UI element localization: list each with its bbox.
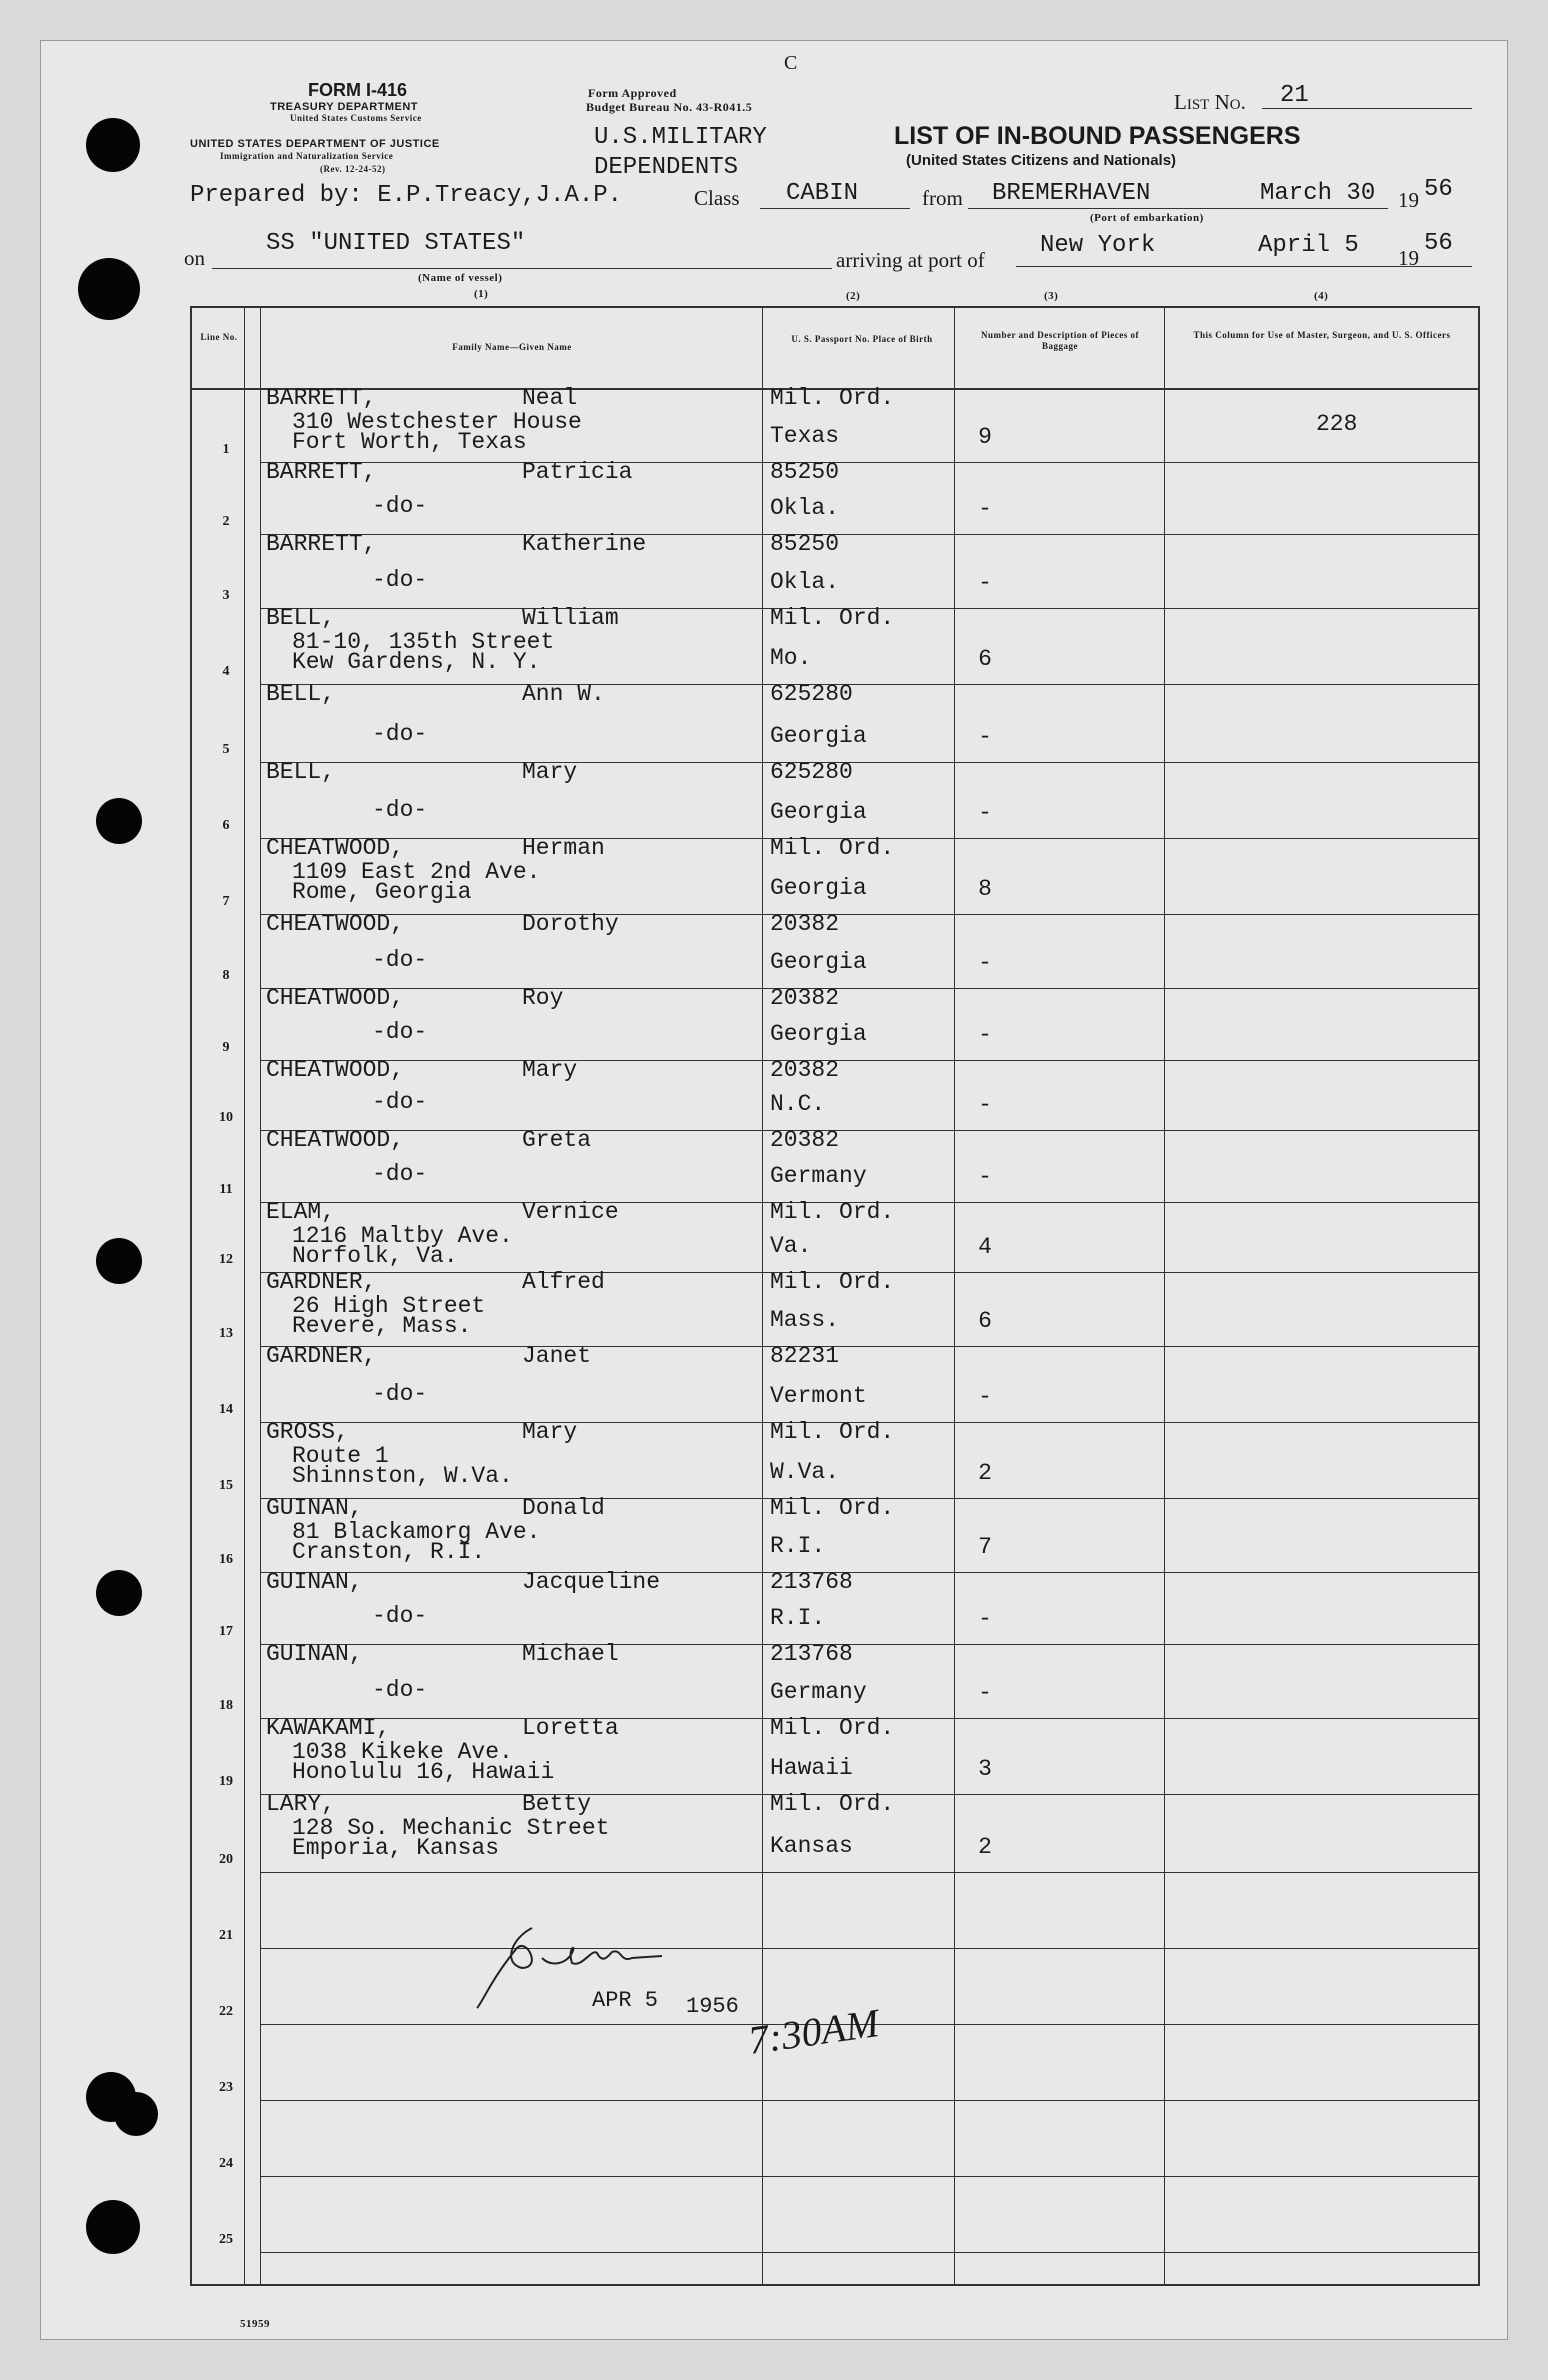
arrival-year: 56 bbox=[1424, 230, 1453, 257]
address-line1: 128 So. Mechanic Street bbox=[292, 1815, 610, 1841]
place-of-birth: Va. bbox=[770, 1233, 812, 1259]
given-name: Mary bbox=[522, 1057, 578, 1083]
class-value: CABIN bbox=[786, 180, 859, 207]
punch-hole bbox=[96, 798, 142, 844]
given-name: Mary bbox=[522, 759, 578, 785]
given-name: William bbox=[522, 605, 619, 631]
address-line1: 1038 Kikeke Ave. bbox=[292, 1739, 513, 1765]
family-name: GARDNER, bbox=[266, 1343, 377, 1369]
footer-code: 51959 bbox=[240, 2318, 270, 2330]
given-name: Janet bbox=[522, 1343, 592, 1369]
given-name: Dorothy bbox=[522, 911, 619, 937]
passport-number: Mil. Ord. bbox=[770, 1715, 895, 1741]
place-of-birth: Germany bbox=[770, 1163, 867, 1189]
passenger-table bbox=[190, 306, 1480, 2286]
line-number: 4 bbox=[222, 664, 230, 679]
arrival-port: New York bbox=[1040, 232, 1156, 259]
address-line2: Shinnston, W.Va. bbox=[292, 1463, 513, 1489]
document-title: LIST OF IN-BOUND PASSENGERS bbox=[894, 122, 1301, 150]
place-of-birth: Georgia bbox=[770, 723, 867, 749]
family-name: CHEATWOOD, bbox=[266, 1057, 405, 1083]
baggage-count: - bbox=[978, 950, 992, 976]
form-revision: (Rev. 12-24-52) bbox=[320, 164, 386, 174]
punch-hole bbox=[114, 2092, 158, 2136]
passport-number: 82231 bbox=[770, 1343, 840, 1369]
table-row bbox=[192, 1791, 1478, 1872]
baggage-count: 2 bbox=[978, 1834, 992, 1860]
place-of-birth: Mass. bbox=[770, 1307, 840, 1333]
table-row bbox=[192, 1269, 1478, 1346]
baggage-count: - bbox=[978, 800, 992, 826]
port-caption: (Port of embarkation) bbox=[1090, 212, 1204, 224]
place-of-birth: Mo. bbox=[770, 645, 812, 671]
given-name: Michael bbox=[522, 1641, 619, 1667]
line-number: 24 bbox=[219, 2156, 233, 2171]
baggage-count: - bbox=[978, 724, 992, 750]
place-of-birth: Georgia bbox=[770, 799, 867, 825]
address-line2: Rome, Georgia bbox=[292, 879, 472, 905]
punch-hole bbox=[86, 2200, 140, 2254]
table-row bbox=[192, 1343, 1478, 1422]
line-number: 18 bbox=[219, 1698, 233, 1713]
baggage-count: 6 bbox=[978, 1308, 992, 1334]
baggage-count: 7 bbox=[978, 1534, 992, 1560]
place-of-birth: Georgia bbox=[770, 875, 867, 901]
on-label: on bbox=[184, 246, 205, 270]
ditto-mark: -do- bbox=[372, 1089, 428, 1115]
given-name: Alfred bbox=[522, 1269, 605, 1295]
baggage-count: - bbox=[978, 1606, 992, 1632]
table-row bbox=[192, 1495, 1478, 1572]
baggage-count: - bbox=[978, 1092, 992, 1118]
header-name: Family Name—Given Name bbox=[452, 342, 572, 352]
from-label: from bbox=[922, 186, 963, 210]
family-name: BARRETT, bbox=[266, 531, 377, 557]
baggage-count: 9 bbox=[978, 424, 992, 450]
baggage-count: - bbox=[978, 570, 992, 596]
line-number: 6 bbox=[222, 818, 230, 833]
family-name: BELL, bbox=[266, 681, 336, 707]
family-name: LARY, bbox=[266, 1791, 336, 1817]
line-number: 3 bbox=[222, 588, 230, 603]
passport-number: 20382 bbox=[770, 985, 840, 1011]
passport-number: 85250 bbox=[770, 459, 840, 485]
family-name: GROSS, bbox=[266, 1419, 349, 1445]
ditto-mark: -do- bbox=[372, 1677, 428, 1703]
punch-hole bbox=[96, 1238, 142, 1284]
col-num-2: (2) bbox=[846, 290, 861, 302]
line-number: 1 bbox=[222, 442, 230, 457]
given-name: Patricia bbox=[522, 459, 633, 485]
family-name: CHEATWOOD, bbox=[266, 985, 405, 1011]
ditto-mark: -do- bbox=[372, 493, 428, 519]
given-name: Katherine bbox=[522, 531, 647, 557]
line-number: 10 bbox=[219, 1110, 233, 1125]
baggage-count: - bbox=[978, 1384, 992, 1410]
line-number: 19 bbox=[219, 1774, 233, 1789]
passport-number: Mil. Ord. bbox=[770, 835, 895, 861]
line-number: 13 bbox=[219, 1326, 233, 1341]
dept-justice: UNITED STATES DEPARTMENT OF JUSTICE bbox=[190, 138, 440, 150]
passport-number: Mil. Ord. bbox=[770, 1199, 895, 1225]
arriving-label: arriving at port of bbox=[836, 248, 985, 272]
embarkation-year: 56 bbox=[1424, 176, 1453, 203]
line-number: 2 bbox=[222, 514, 230, 529]
prepared-by: Prepared by: E.P.Treacy,J.A.P. bbox=[190, 182, 623, 209]
given-name: Greta bbox=[522, 1127, 592, 1153]
table-row bbox=[192, 1569, 1478, 1644]
baggage-count: - bbox=[978, 1680, 992, 1706]
given-name: Herman bbox=[522, 835, 605, 861]
official-use: 228 bbox=[1316, 411, 1358, 437]
punch-hole bbox=[78, 258, 140, 320]
line-number: 15 bbox=[219, 1478, 233, 1493]
baggage-count: 6 bbox=[978, 646, 992, 672]
family-name: GUINAN, bbox=[266, 1641, 363, 1667]
baggage-count: 2 bbox=[978, 1460, 992, 1486]
table-row bbox=[192, 605, 1478, 684]
family-name: BARRETT, bbox=[266, 459, 377, 485]
arrival-date: April 5 bbox=[1258, 232, 1359, 259]
col-num-3: (3) bbox=[1044, 290, 1059, 302]
list-number: 21 bbox=[1280, 82, 1309, 109]
header-official: This Column for Use of Master, Surgeon, and U. S. Officers bbox=[1193, 330, 1451, 340]
ditto-mark: -do- bbox=[372, 797, 428, 823]
given-name: Ann W. bbox=[522, 681, 605, 707]
place-of-birth: Texas bbox=[770, 423, 840, 449]
baggage-count: 8 bbox=[978, 876, 992, 902]
class-label: Class bbox=[694, 186, 740, 210]
line-number: 23 bbox=[219, 2080, 233, 2095]
line-number: 5 bbox=[222, 742, 230, 757]
form-approved: Form Approved bbox=[588, 86, 677, 100]
address-line2: Emporia, Kansas bbox=[292, 1835, 500, 1861]
address-line1: 1109 East 2nd Ave. bbox=[292, 859, 541, 885]
dept-ins: Immigration and Naturalization Service bbox=[220, 151, 394, 161]
table-row bbox=[192, 911, 1478, 988]
table-row bbox=[192, 385, 1478, 462]
list-label: List No. bbox=[1174, 90, 1246, 114]
dept-treasury: TREASURY DEPARTMENT bbox=[270, 101, 419, 113]
line-number: 16 bbox=[219, 1552, 233, 1567]
family-name: BELL, bbox=[266, 759, 336, 785]
family-name: CHEATWOOD, bbox=[266, 1127, 405, 1153]
place-of-birth: Okla. bbox=[770, 495, 840, 521]
passport-number: 20382 bbox=[770, 1127, 840, 1153]
given-name: Donald bbox=[522, 1495, 605, 1521]
baggage-count: - bbox=[978, 1164, 992, 1190]
address-line2: Honolulu 16, Hawaii bbox=[292, 1759, 555, 1785]
category-line2: DEPENDENTS bbox=[594, 154, 739, 181]
given-name: Jacqueline bbox=[522, 1569, 661, 1595]
ditto-mark: -do- bbox=[372, 1381, 428, 1407]
table-row bbox=[192, 1057, 1478, 1130]
place-of-birth: W.Va. bbox=[770, 1459, 840, 1485]
given-name: Roy bbox=[522, 985, 564, 1011]
embarkation-year-prefix: 19 bbox=[1398, 188, 1419, 212]
line-number: 8 bbox=[222, 968, 230, 983]
line-number: 17 bbox=[219, 1624, 233, 1639]
document-subtitle: (United States Citizens and Nationals) bbox=[906, 152, 1177, 169]
table-row bbox=[192, 531, 1478, 608]
passport-number: Mil. Ord. bbox=[770, 385, 895, 411]
vessel-name: SS "UNITED STATES" bbox=[266, 230, 526, 257]
address-line2: Revere, Mass. bbox=[292, 1313, 472, 1339]
line-number: 21 bbox=[219, 1928, 233, 1943]
passport-number: 20382 bbox=[770, 911, 840, 937]
passport-number: 625280 bbox=[770, 681, 853, 707]
table-row bbox=[192, 2100, 1478, 2176]
arrival-year-prefix: 19 bbox=[1398, 246, 1419, 270]
line-number: 11 bbox=[219, 1182, 233, 1197]
place-of-birth: Hawaii bbox=[770, 1755, 853, 1781]
header-passport: U. S. Passport No. Place of Birth bbox=[791, 334, 933, 344]
table-row bbox=[192, 1127, 1478, 1202]
embarkation-date: March 30 bbox=[1260, 180, 1376, 207]
passport-number: 625280 bbox=[770, 759, 853, 785]
line-number: 22 bbox=[219, 2004, 233, 2019]
baggage-count: - bbox=[978, 496, 992, 522]
table-row bbox=[192, 1641, 1478, 1718]
ditto-mark: -do- bbox=[372, 1161, 428, 1187]
family-name: CHEATWOOD, bbox=[266, 911, 405, 937]
passport-number: 213768 bbox=[770, 1569, 853, 1595]
table-row bbox=[192, 985, 1478, 1060]
embarkation-port: BREMERHAVEN bbox=[992, 180, 1151, 207]
address-line2: Norfolk, Va. bbox=[292, 1243, 458, 1269]
family-name: KAWAKAMI, bbox=[266, 1715, 391, 1741]
table-row bbox=[192, 1872, 1478, 1948]
baggage-count: 4 bbox=[978, 1234, 992, 1260]
address-line2: Kew Gardens, N. Y. bbox=[292, 649, 541, 675]
line-number: 25 bbox=[219, 2232, 233, 2247]
punch-hole bbox=[96, 1570, 142, 1616]
passport-number: Mil. Ord. bbox=[770, 1791, 895, 1817]
place-of-birth: Okla. bbox=[770, 569, 840, 595]
given-name: Neal bbox=[522, 385, 578, 411]
form-number: FORM I-416 bbox=[308, 80, 408, 100]
address-line2: Fort Worth, Texas bbox=[292, 429, 527, 455]
baggage-count: 3 bbox=[978, 1756, 992, 1782]
address-line2: Cranston, R.I. bbox=[292, 1539, 486, 1565]
stamp-date: APR 5 bbox=[592, 1988, 659, 2013]
address-line1: 1216 Maltby Ave. bbox=[292, 1223, 513, 1249]
punch-hole bbox=[86, 118, 140, 172]
address-line1: 26 High Street bbox=[292, 1293, 486, 1319]
family-name: BARRETT, bbox=[266, 385, 377, 411]
line-number: 7 bbox=[222, 894, 230, 909]
family-name: GARDNER, bbox=[266, 1269, 377, 1295]
passport-number: Mil. Ord. bbox=[770, 1419, 895, 1445]
stamp-time: 7:30AM bbox=[745, 2000, 882, 2063]
line-number: 9 bbox=[222, 1040, 230, 1055]
table-row bbox=[192, 2176, 1478, 2252]
header-baggage: Number and Description of Pieces of Baggage bbox=[980, 330, 1140, 351]
ditto-mark: -do- bbox=[372, 1019, 428, 1045]
passport-number: Mil. Ord. bbox=[770, 1269, 895, 1295]
place-of-birth: N.C. bbox=[770, 1091, 826, 1117]
vessel-caption: (Name of vessel) bbox=[418, 272, 503, 284]
address-line1: 81 Blackamorg Ave. bbox=[292, 1519, 541, 1545]
line-number: 12 bbox=[219, 1252, 233, 1267]
line-number: 14 bbox=[219, 1402, 233, 1417]
table-row bbox=[192, 459, 1478, 534]
ditto-mark: -do- bbox=[372, 567, 428, 593]
top-mark: C bbox=[784, 52, 798, 74]
family-name: CHEATWOOD, bbox=[266, 835, 405, 861]
given-name: Vernice bbox=[522, 1199, 619, 1225]
ditto-mark: -do- bbox=[372, 947, 428, 973]
line-number: 20 bbox=[219, 1852, 233, 1867]
given-name: Betty bbox=[522, 1791, 592, 1817]
passport-number: 213768 bbox=[770, 1641, 853, 1667]
passport-number: Mil. Ord. bbox=[770, 1495, 895, 1521]
stamp-year: 1956 bbox=[686, 1994, 739, 2019]
address-line1: 81-10, 135th Street bbox=[292, 629, 555, 655]
given-name: Mary bbox=[522, 1419, 578, 1445]
family-name: ELAM, bbox=[266, 1199, 336, 1225]
header-line-no: Line No. bbox=[200, 332, 238, 342]
baggage-count: - bbox=[978, 1022, 992, 1048]
category-line1: U.S.MILITARY bbox=[594, 124, 767, 151]
table-row bbox=[192, 759, 1478, 838]
passport-number: 20382 bbox=[770, 1057, 840, 1083]
table-row bbox=[192, 1199, 1478, 1272]
passport-number: 85250 bbox=[770, 531, 840, 557]
place-of-birth: Kansas bbox=[770, 1833, 853, 1859]
place-of-birth: R.I. bbox=[770, 1605, 826, 1631]
family-name: GUINAN, bbox=[266, 1569, 363, 1595]
family-name: BELL, bbox=[266, 605, 336, 631]
dept-customs: United States Customs Service bbox=[290, 113, 422, 123]
place-of-birth: Germany bbox=[770, 1679, 867, 1705]
place-of-birth: Georgia bbox=[770, 949, 867, 975]
given-name: Loretta bbox=[522, 1715, 619, 1741]
ditto-mark: -do- bbox=[372, 1603, 428, 1629]
address-line1: 310 Westchester House bbox=[292, 409, 582, 435]
budget-bureau: Budget Bureau No. 43-R041.5 bbox=[586, 100, 753, 114]
table-row bbox=[192, 681, 1478, 762]
address-line1: Route 1 bbox=[292, 1443, 389, 1469]
place-of-birth: Georgia bbox=[770, 1021, 867, 1047]
table-row bbox=[192, 835, 1478, 914]
place-of-birth: R.I. bbox=[770, 1533, 826, 1559]
table-row bbox=[192, 1419, 1478, 1498]
family-name: GUINAN, bbox=[266, 1495, 363, 1521]
place-of-birth: Vermont bbox=[770, 1383, 867, 1409]
table-row bbox=[192, 1715, 1478, 1794]
col-num-1: (1) bbox=[474, 288, 489, 300]
ditto-mark: -do- bbox=[372, 721, 428, 747]
col-num-4: (4) bbox=[1314, 290, 1329, 302]
passport-number: Mil. Ord. bbox=[770, 605, 895, 631]
